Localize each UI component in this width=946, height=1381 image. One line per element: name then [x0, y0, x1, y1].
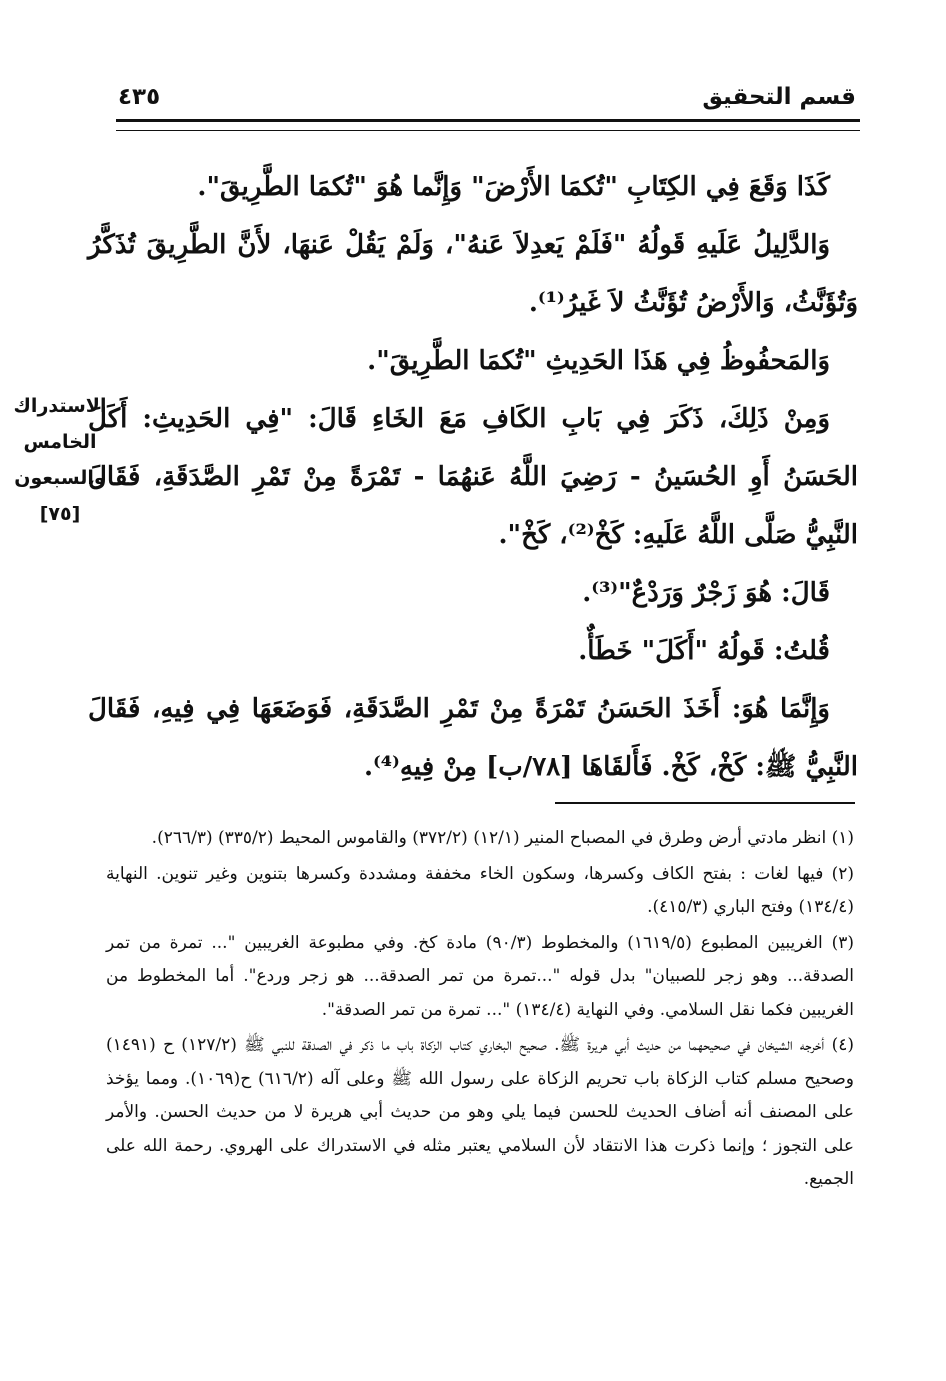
footnote-divider: [555, 802, 855, 804]
main-text: [88, 158, 858, 796]
section-title: قسم التحقيق: [702, 84, 856, 110]
margin-note: [10, 388, 110, 532]
footnote-2: (٢) فيها لغات : بفتح الكاف وكسرها، وسكون الخاء مخففة ومشددة وكسرها بتنوين وغير تنوين. النهاية (١٣٤/٤) وفتح الباري (٤١٥/٣).: [106, 863, 854, 917]
paragraph-7: وَإِنَّمَا هُوَ: أَخَذَ الحَسَنُ تَمْرَةً مِنْ تَمْرِ الصَّدَقَةِ، فَوَضَعَهَا فِي فِيهِ، فَقَالَ النَّبِيُّ ﷺ: كَخْ، كَخْ. فَأَلقَاهَا [٧٨/ب] مِنْ فِيهِ⁽⁴⁾.: [88, 694, 858, 782]
margin-note-number: [٧٥]: [39, 503, 81, 525]
footnote-3: (٣) الغريبين المطبوع (١٦١٩/٥) والمخطوط (٩٠/٣) مادة كخ. وفي مطبوعة الغريبين "... تمرة من تمر الصدقة... وهو زجر للصبيان" بدل قوله "...تمرة من تمر الصدقة... هو زجر وردع". أما المخطوط من الغريبين فكما نقل السلامي. وفي النهاية (١٣٤/٤) "... تمرة من تمر الصدقة".: [106, 932, 854, 1020]
paragraph-6: قُلتُ: قَولُهُ "أَكَلَ" خَطَأٌ.: [578, 636, 830, 666]
paragraph-3: وَالمَحفُوظُ فِي هَذَا الحَدِيثِ "تُكمَا الطَّرِيقَ".: [367, 346, 830, 376]
paragraph-5: قَالَ: هُوَ زَجْرٌ وَرَدْعٌ"⁽³⁾.: [582, 578, 830, 608]
paragraph-2: وَالدَّلِيلُ عَلَيهِ قَولُهُ "فَلَمْ يَعدِلاَ عَنهُ"، وَلَمْ يَقُلْ عَنهَا، لأَنَّ الطَّرِيقَ تُذَكَّرُ وَتُؤَنَّثُ، وَالأَرْضُ تُؤَنَّثُ لاَ غَيرُ⁽¹⁾.: [88, 230, 858, 318]
margin-note-line-3: والسبعون: [14, 467, 106, 489]
margin-note-line-1: الاستدراك: [13, 395, 107, 417]
header-divider: [116, 119, 860, 131]
paragraph-1: كَذَا وَقَعَ فِي الكِتَابِ "تُكمَا الأَرْضَ" وَإِنَّما هُوَ "تُكمَا الطَّرِيقَ".: [197, 172, 830, 202]
margin-note-line-2: الخامس: [23, 431, 97, 453]
footnote-1: (١) انظر مادتي أرض وطرق في المصباح المنير (١٢/١) (٣٧٢/٢) والقاموس المحيط (٣٣٥/٢) (٢٦٦/٣).: [151, 828, 854, 848]
footnotes: [106, 822, 854, 1199]
footnote-4: (٤) أخرجه الشيخان في صحيحهما من حديث أبي هريرة ﷺ. صحيح البخاري كتاب الزكاة باب ما ذكر في الصدقة للنبي ﷺ (١٢٧/٢) ح (١٤٩١) وصحيح مسلم كتاب الزكاة باب تحريم الزكاة على رسول الله ﷺ وعلى آله (٦١٦/٢) ح(١٠٦٩). ومما يؤخذ على المصنف أنه أضاف الحديث للحسن فيما يلي وهو من حديث أبي هريرة لا من حديث الحسن. والأمر على التجوز ؛ وإنما ذكرت هذا الانتقاد لأن السلامي يعتبر مثله في الاستدراك على الهروي. رحمة الله على الجميع.: [106, 1035, 854, 1189]
paragraph-4: وَمِنْ ذَلِكَ، ذَكَرَ فِي بَابِ الكَافِ مَعَ الخَاءِ قَالَ: "فِي الحَدِيثِ: أَكَلَ الحَسَنُ أَوِ الحُسَينُ - رَضِيَ اللَّهُ عَنهُمَا - تَمْرَةً مِنْ تَمْرِ الصَّدَقَةِ، فَقَالَ النَّبِيُّ صَلَّى اللَّهُ عَلَيهِ: كَخْ⁽²⁾، كَخْ".: [88, 404, 858, 550]
page-number: ٤٣٥: [118, 84, 161, 110]
